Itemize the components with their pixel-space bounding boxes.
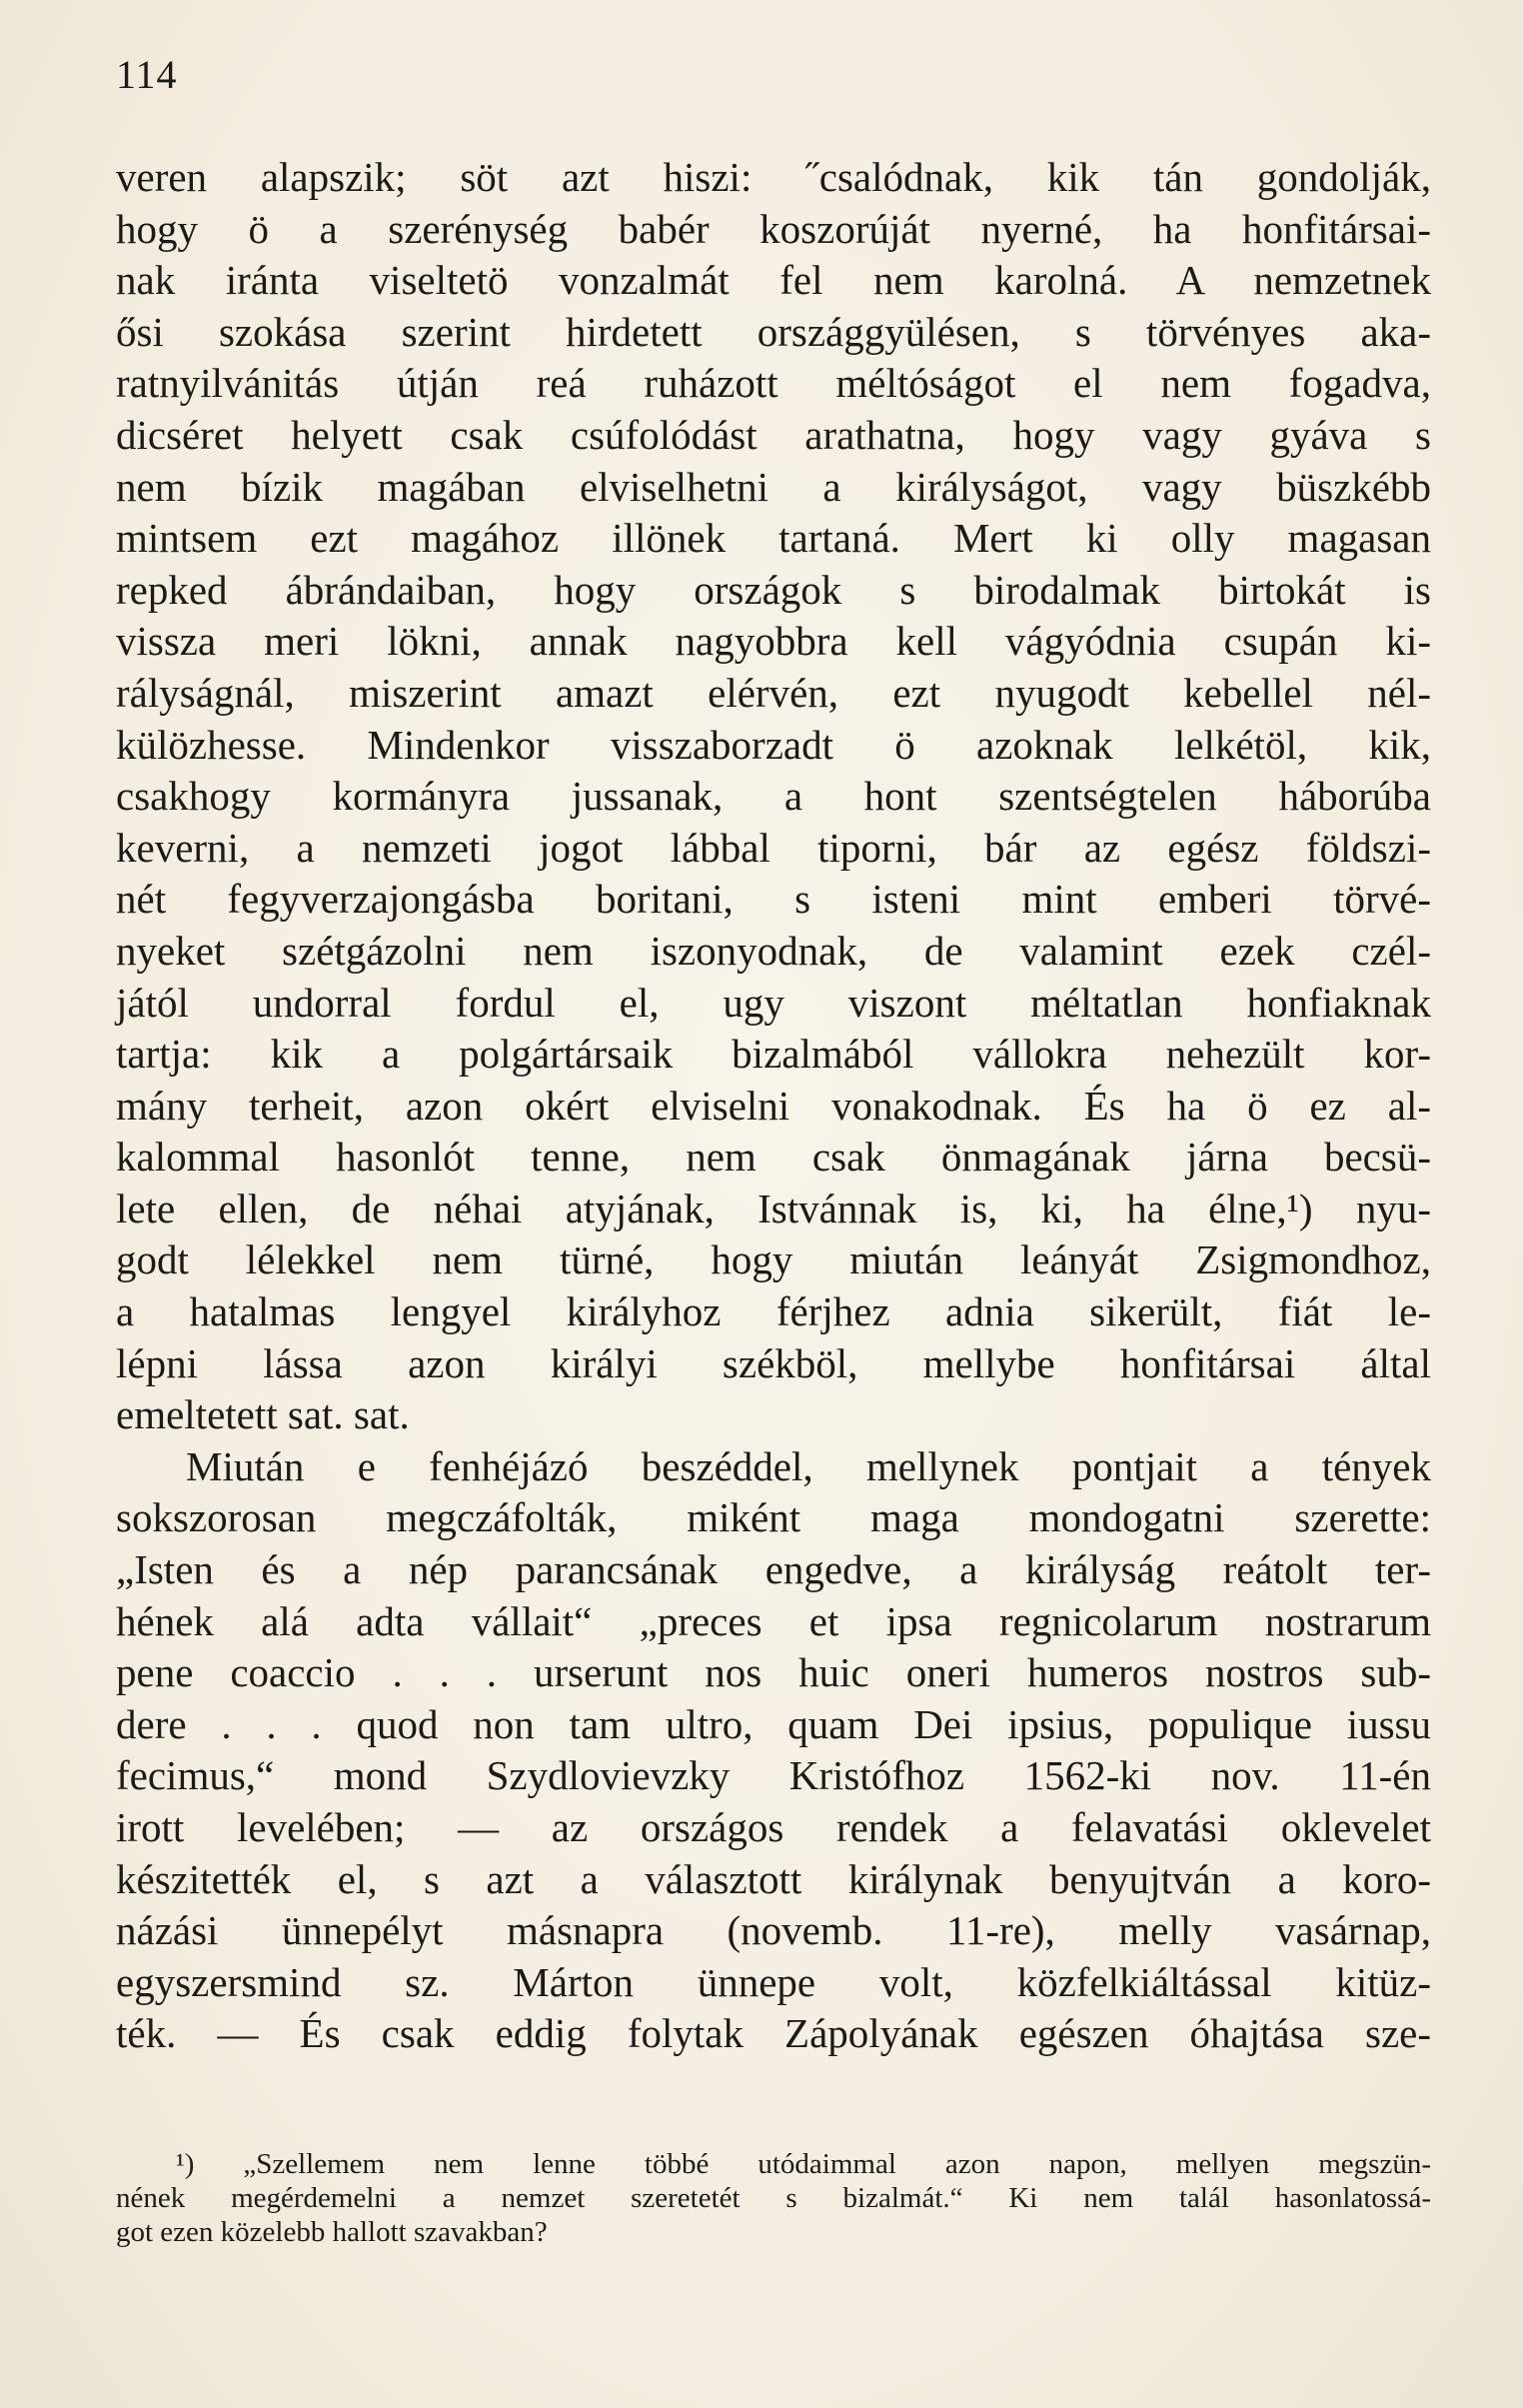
text-line: ősi szokása szerint hirdetett országgyülésen, s törvényes aka- [116,308,1431,355]
footnotes [116,2147,1431,2249]
text-line: rályságnál, miszerint amazt elérvén, ezt nyugodt kebellel nél- [116,669,1431,716]
text-line: jától undorral fordul el, ugy viszont méltatlan honfiaknak [116,979,1431,1026]
text-line: kalommal hasonlót tenne, nem csak önmagának járna becsü- [116,1134,1431,1181]
text-line: názási ünnepélyt másnapra (novemb. 11-re), melly vasárnap, [116,1907,1431,1954]
text-line: emeltetett sat. sat. [116,1391,410,1438]
text-line: nét fegyverzajongásba boritani, s isteni mint emberi törvé- [116,876,1431,923]
text-line: csakhogy kormányra jussanak, a hont szentségtelen háborúba [116,773,1431,820]
text-line: „Isten és a nép parancsának engedve, a királyság reátolt ter- [116,1546,1431,1593]
text-line: sokszorosan megczáfolták, miként maga mondogatni szerette: [116,1494,1431,1541]
text-line: pene coaccio . . . urserunt nos huic oneri humeros nostros sub- [116,1649,1431,1696]
text-line: keverni, a nemzeti jogot lábbal tiporni, bár az egész földszi- [116,824,1431,871]
text-line: külözhesse. Mindenkor visszaborzadt ö azoknak lelkétöl, kik, [116,721,1431,768]
text-line: dicséret helyett csak csúfolódást arathatna, hogy vagy gyáva s [116,411,1431,458]
body-text [116,152,1431,2060]
text-line: repked ábrándaiban, hogy országok s birodalmak birtokát is [116,566,1431,613]
text-line: irott levelében; — az országos rendek a felavatási oklevelet [116,1804,1431,1850]
text-line: Miután e fenhéjázó beszéddel, mellynek pontjait a tények [186,1442,1431,1489]
text-line: dere . . . quod non tam ultro, quam Dei ipsius, populique iussu [116,1700,1431,1747]
text-line: lete ellen, de néhai atyjának, Istvánnak is, ki, ha élne,¹) nyu- [116,1185,1431,1231]
text-line: nem bízik magában elviselhetni a királyságot, vagy büszkébb [116,463,1431,510]
text-line: lépni lássa azon királyi székböl, mellybe honfitársai által [116,1339,1431,1386]
footnote-line: ¹) „Szellemem nem lenne többé utódaimmal azon napon, mellyen megszün- [176,2148,1431,2180]
text-line: készitették el, s azt a választott királynak benyujtván a koro- [116,1855,1431,1902]
text-line: egyszersmind sz. Márton ünnepe volt, közfelkiáltással kitüz- [116,1958,1431,2005]
text-line: hogy ö a szerénység babér koszorúját nyerné, ha honfitársai- [116,205,1431,252]
page-number: 114 [116,52,178,97]
text-line: mány terheit, azon okért elviselni vonakodnak. És ha ö ez al- [116,1082,1431,1129]
text-line: a hatalmas lengyel királyhoz férjhez adnia sikerült, fiát le- [116,1288,1431,1335]
text-line: ratnyilvánitás útján reá ruházott méltóságot el nem fogadva, [116,360,1431,407]
text-line: nak iránta viseltetö vonzalmát fel nem karolná. A nemzetnek [116,257,1431,304]
footnote-line: got ezen közelebb hallott szavakban? [116,2216,548,2248]
text-line: veren alapszik; söt azt hiszi: ˝csalódnak, kik tán gondolják, [116,154,1431,200]
text-line: mintsem ezt magához illönek tartaná. Mert ki olly magasan [116,515,1431,562]
text-line: vissza meri lökni, annak nagyobbra kell vágyódnia csupán ki- [116,618,1431,665]
text-line: hének alá adta vállait“ „preces et ipsa regnicolarum nostrarum [116,1597,1431,1644]
text-line: tartja: kik a polgártársaik bizalmából vállokra nehezült kor- [116,1031,1431,1078]
text-line: fecimus,“ mond Szydlovievzky Kristófhoz 1562-ki nov. 11-én [116,1752,1431,1799]
text-line: godt lélekkel nem türné, hogy miután leányát Zsigmondhoz, [116,1236,1431,1283]
footnote-line: nének megérdemelni a nemzet szeretetét s bizalmát.“ Ki nem talál hasonlatossá- [116,2182,1431,2214]
text-line: nyeket szétgázolni nem iszonyodnak, de valamint ezek czél- [116,927,1431,974]
text-line: ték. — És csak eddig folytak Zápolyának egészen óhajtása sze- [116,2010,1431,2057]
